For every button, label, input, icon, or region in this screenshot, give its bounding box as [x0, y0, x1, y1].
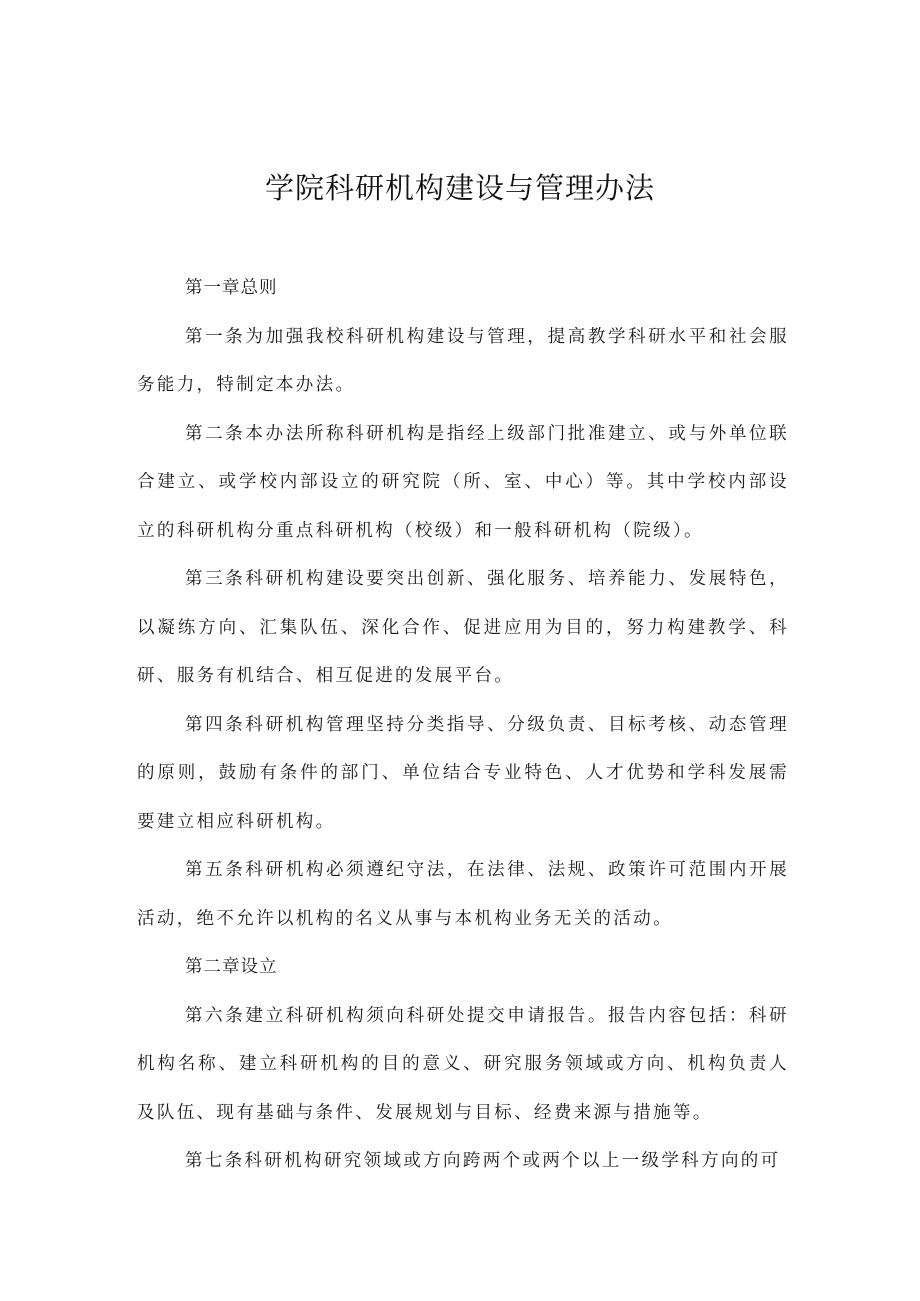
article-paragraph: 第六条建立科研机构须向科研处提交申请报告。报告内容包括：科研机构名称、建立科研机构的目的意义、研究服务领域或方向、机构负责人及队伍、现有基础与条件、发展规划与目标、经费来源与措施等。: [137, 1005, 789, 1123]
chapter-heading: 第二章设立: [185, 957, 278, 977]
document-title: 学院科研机构建设与管理办法: [264, 171, 655, 205]
chapter-heading: 第一章总则: [185, 278, 278, 298]
article-paragraph: 第三条科研机构建设要突出创新、强化服务、培养能力、发展特色，以凝练方向、汇集队伍、深化合作、促进应用为目的，努力构建教学、科研、服务有机结合、相互促进的发展平台。: [137, 569, 789, 686]
article-paragraph: 第一条为加强我校科研机构建设与管理，提高教学科研水平和社会服务能力，特制定本办法。: [137, 326, 789, 395]
article-paragraph: 第四条科研机构管理坚持分类指导、分级负责、目标考核、动态管理的原则，鼓励有条件的部门、单位结合专业特色、人才优势和学科发展需要建立相应科研机构。: [137, 714, 789, 832]
article-paragraph: 第五条科研机构必须遵纪守法，在法律、法规、政策许可范围内开展活动，绝不允许以机构的名义从事与本机构业务无关的活动。: [137, 860, 789, 929]
article-paragraph: 第二条本办法所称科研机构是指经上级部门批准建立、或与外单位联合建立、或学校内部设立的研究院（所、室、中心）等。其中学校内部设立的科研机构分重点科研机构（校级）和一般科研机构（院级）。: [137, 423, 789, 541]
article-paragraph: 第七条科研机构研究领域或方向跨两个或两个以上一级学科方向的可: [185, 1151, 781, 1171]
document-body: [137, 264, 789, 1186]
